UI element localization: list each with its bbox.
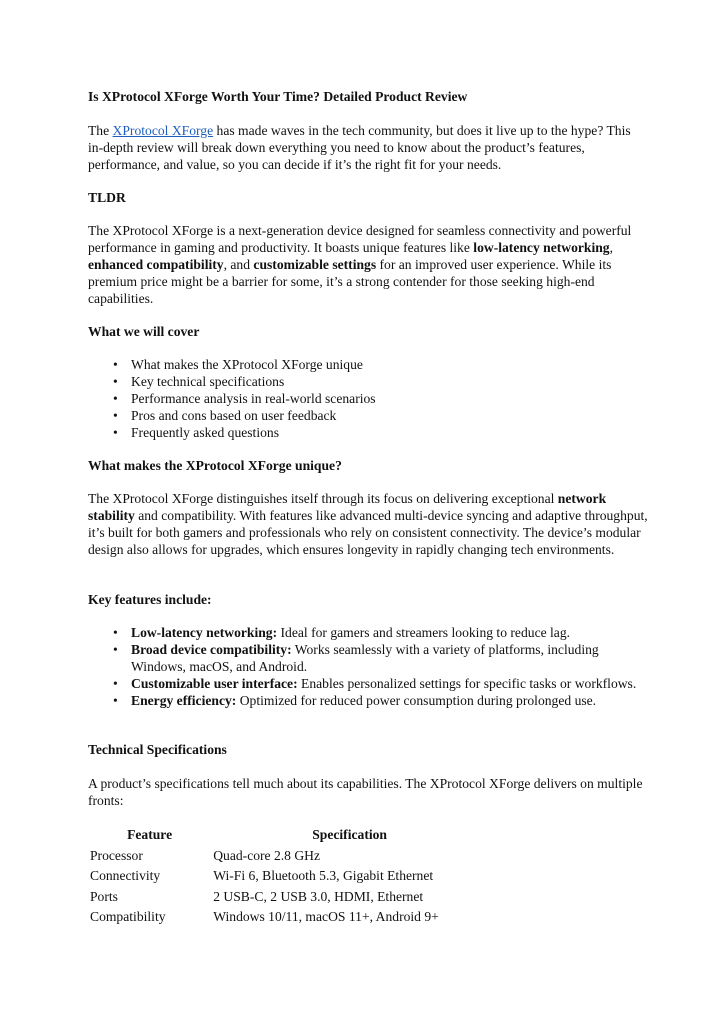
bullet-icon: •: [113, 425, 118, 440]
features-heading: Key features include:: [88, 592, 212, 607]
tldr-bold-1: low-latency networking: [473, 240, 610, 255]
tldr-text-1: The XProtocol XForge is a next-generation device designed for seamless connectivity and powerful performance in gaming and productivity. It boasts unique features like: [88, 223, 632, 255]
table-cell-feature: Processor: [90, 847, 143, 863]
specs-heading: Technical Specifications: [88, 742, 227, 757]
list-item: [88, 356, 648, 373]
list-item: [88, 407, 648, 424]
unique-text-2: and compatibility. With features like advanced multi-device syncing and adaptive throughput, it’s built for both gamers and professionals who rely on consistent connectivity. The device’s modular design also allows for upgrades, which ensures longevity in rapidly changing tech environments.: [88, 508, 648, 557]
list-item: [88, 692, 648, 709]
list-item: [88, 624, 648, 641]
tldr-text-2: for an improved user experience. While its premium price might be a barrier for some, it’s a strong contender for those seeking high-end capabilities.: [88, 257, 612, 306]
feature-description: Works seamlessly with a variety of platforms, including Windows, macOS, and Android.: [131, 642, 599, 674]
table-cell-spec: Windows 10/11, macOS 11+, Android 9+: [213, 909, 439, 924]
table-cell-feature: Connectivity: [90, 868, 161, 883]
specs-table: [88, 826, 488, 929]
unique-paragraph: [88, 490, 648, 558]
intro-text-after: has made waves in the tech community, but does it live up to the hype? This in-depth review will break down everything you need to know about the product’s features, performance, and value, so you can decide if it’s the right fit for your needs.: [88, 123, 631, 172]
list-item: [88, 373, 648, 390]
feature-name: Low-latency networking:: [131, 625, 278, 640]
intro-paragraph: [88, 122, 648, 173]
features-list: [88, 624, 648, 709]
column-header-feature: Feature: [127, 827, 173, 842]
bullet-icon: •: [113, 357, 118, 372]
table-cell-feature: Compatibility: [90, 909, 166, 924]
list-item-text: Key technical specifications: [131, 374, 285, 389]
bullet-icon: •: [113, 642, 118, 657]
feature-name: Broad device compatibility:: [131, 642, 292, 657]
bullet-icon: •: [113, 408, 118, 423]
feature-description: Enables personalized settings for specific tasks or workflows.: [297, 676, 637, 691]
tldr-sep-1: ,: [609, 240, 614, 255]
list-item: [88, 390, 648, 407]
tldr-sep-2: , and: [223, 257, 254, 272]
bullet-icon: •: [113, 374, 118, 389]
xprotocol-xforge-link[interactable]: XProtocol XForge: [112, 123, 214, 138]
bullet-icon: •: [113, 391, 118, 406]
bullet-icon: •: [113, 676, 118, 691]
feature-description: Optimized for reduced power consumption during prolonged use.: [236, 693, 597, 708]
bullet-icon: •: [113, 625, 118, 640]
table-row: [88, 847, 488, 868]
table-header-row: [88, 826, 488, 847]
cover-list: [88, 356, 648, 441]
list-item-text: Frequently asked questions: [131, 425, 279, 440]
table-cell-feature: Ports: [90, 888, 118, 904]
tldr-bold-2: enhanced compatibility: [88, 257, 224, 272]
table-row: [88, 888, 488, 909]
tldr-heading: TLDR: [88, 190, 126, 205]
specs-intro: A product’s specifications tell much about its capabilities. The XProtocol XForge delivers on multiple fronts:: [88, 776, 643, 808]
feature-name: Customizable user interface:: [131, 676, 298, 691]
bullet-icon: •: [113, 693, 118, 708]
table-cell-spec: Quad-core 2.8 GHz: [213, 847, 321, 863]
intro-text-before: The: [88, 123, 113, 138]
list-item: [88, 424, 648, 441]
cover-heading: What we will cover: [88, 324, 200, 339]
page-title: Is XProtocol XForge Worth Your Time? Detailed Product Review: [88, 89, 468, 104]
unique-bold-1: network stability: [88, 491, 607, 523]
tldr-paragraph: [88, 222, 648, 307]
table-row: [88, 908, 488, 929]
column-header-specification: Specification: [312, 827, 387, 842]
feature-name: Energy efficiency:: [131, 693, 237, 708]
list-item-text: What makes the XProtocol XForge unique: [131, 357, 363, 372]
tldr-bold-3: customizable settings: [253, 257, 377, 272]
table-cell-spec: Wi-Fi 6, Bluetooth 5.3, Gigabit Ethernet: [213, 868, 434, 883]
table-cell-spec: 2 USB-C, 2 USB 3.0, HDMI, Ethernet: [213, 888, 424, 904]
list-item: [88, 641, 648, 675]
unique-text-1: The XProtocol XForge distinguishes itself through its focus on delivering exceptional: [88, 491, 558, 506]
list-item-text: Pros and cons based on user feedback: [131, 408, 337, 423]
list-item: [88, 675, 648, 692]
list-item-text: Performance analysis in real-world scenarios: [131, 391, 376, 406]
feature-description: Ideal for gamers and streamers looking to reduce lag.: [277, 625, 571, 640]
unique-heading: What makes the XProtocol XForge unique?: [88, 458, 342, 473]
table-row: [88, 867, 488, 888]
